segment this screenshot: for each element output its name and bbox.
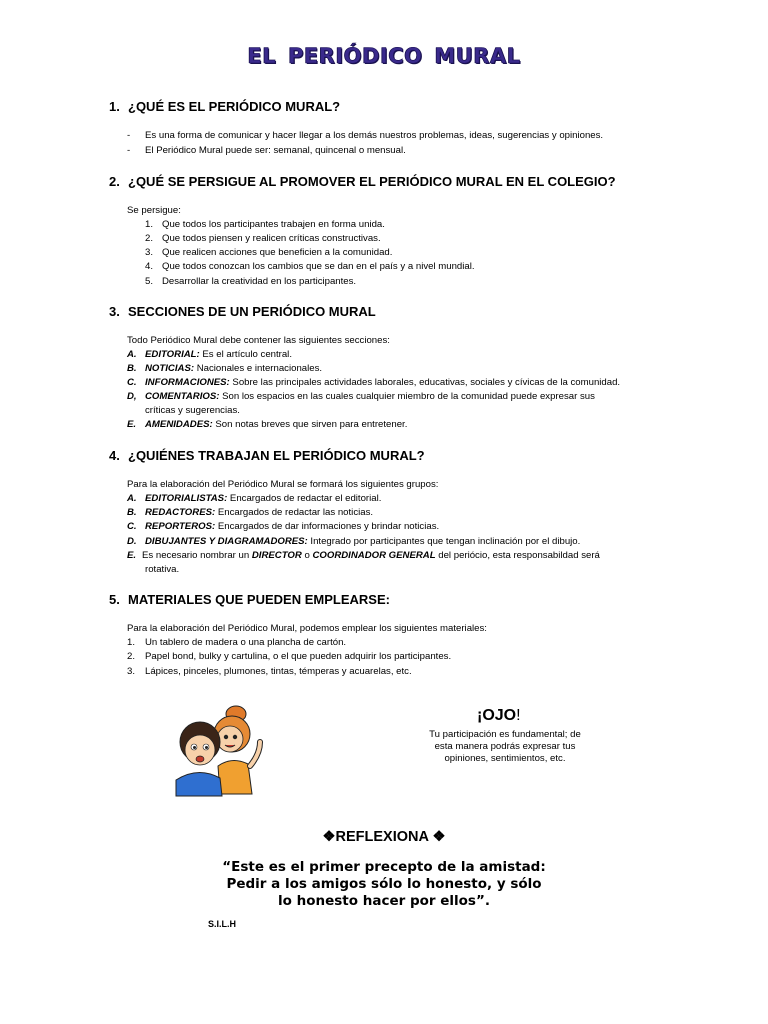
list-item [127, 390, 595, 404]
list-item [145, 246, 392, 260]
ojo-line: esta manera podrás expresar tus [434, 741, 576, 752]
item-letter: A. [127, 349, 137, 360]
list-item [145, 218, 385, 232]
list-item [127, 362, 322, 376]
list-item-text: Encargados de redactar el editorial. [227, 493, 382, 504]
section-number: 2. [109, 174, 120, 189]
list-item [127, 376, 620, 390]
list-item [145, 275, 356, 289]
list-item [127, 520, 439, 534]
list-item [127, 650, 451, 664]
item-number: 3. [127, 666, 136, 677]
item-letter: A. [127, 493, 137, 504]
item-term: AMENIDADES: [145, 419, 213, 430]
list-item-continuation: rotativa. [145, 564, 180, 575]
list-item-text: del periócio, esta responsabildad será [435, 550, 600, 561]
list-item-text: Que todos conozcan los cambios que se dan en el país y a nivel mundial. [162, 261, 475, 272]
list-item [127, 144, 406, 158]
item-term: DIRECTOR [251, 550, 302, 561]
section-number: 1. [109, 99, 120, 114]
list-item [127, 506, 373, 520]
list-item [127, 129, 603, 143]
item-term: NOTICIAS: [145, 363, 195, 374]
item-letter: D, [127, 391, 137, 402]
item-letter: E. [127, 419, 137, 430]
list-item [145, 260, 475, 274]
section-5-heading [109, 592, 390, 607]
section-title: ¿QUÉ SE PERSIGUE AL PROMOVER EL PERIÓDICO MURAL EN EL COLEGIO? [128, 174, 616, 189]
quote-line: “Este es el primer precepto de la amistad: [222, 859, 546, 875]
ojo-title [477, 707, 521, 725]
section-intro: Todo Periódico Mural debe contener las siguientes secciones: [127, 335, 390, 346]
item-term: REDACTORES: [145, 507, 216, 518]
list-item-text: Que todos piensen y realicen críticas constructivas. [162, 233, 381, 244]
list-item-text: Lápices, pinceles, plumones, tintas, témperas y acuarelas, etc. [145, 666, 412, 677]
item-term: DIBUJANTES Y DIAGRAMADORES: [145, 536, 308, 547]
list-item [127, 636, 346, 650]
reflexiona-title: ❖REFLEXIONA ❖ [322, 829, 446, 845]
list-item-text: o [301, 550, 313, 561]
item-term: EDITORIAL: [145, 349, 200, 360]
list-item-text: Son los espacios en las cuales cualquier miembro de la comunidad puede expresar sus [219, 391, 595, 402]
list-item-text: Integrado por participantes que tengan inclinación por el dibujo. [307, 536, 581, 547]
item-number: 2. [127, 651, 136, 662]
item-term: COORDINADOR GENERAL [312, 550, 436, 561]
list-item-text: Desarrollar la creatividad en los participantes. [162, 276, 357, 287]
ojo-line: Tu participación es fundamental; de [429, 729, 581, 740]
item-number: 1. [145, 219, 154, 230]
section-intro: Se persigue: [127, 205, 181, 216]
list-item [127, 418, 407, 432]
bullet-marker: - [127, 145, 131, 156]
ojo-line: opiniones, sentimientos, etc. [444, 753, 566, 764]
ojo-title-end: ! [516, 707, 521, 724]
item-number: 1. [127, 637, 136, 648]
list-item-text: Encargados de redactar las noticias. [215, 507, 374, 518]
list-item [127, 665, 412, 679]
section-title: SECCIONES DE UN PERIÓDICO MURAL [128, 304, 376, 319]
list-item [127, 492, 381, 506]
list-item [127, 348, 292, 362]
list-item [127, 549, 600, 563]
list-item-text: Que todos los participantes trabajen en forma unida. [162, 219, 385, 230]
list-item-text: Sobre las principales actividades laborales, educativas, sociales y cívicas de la comunidad. [229, 377, 621, 388]
item-term: REPORTEROS: [145, 521, 216, 532]
item-letter: B. [127, 363, 137, 374]
reflexiona-quote [0, 859, 768, 910]
ojo-text [410, 729, 600, 765]
section-title: MATERIALES QUE PUEDEN EMPLEARSE: [128, 592, 390, 607]
signature: S.I.L.H [208, 919, 237, 929]
list-item-text: Papel bond, bulky y cartulina, o el que pueden adquirir los participantes. [145, 651, 452, 662]
section-title: ¿QUÉ ES EL PERIÓDICO MURAL? [128, 99, 341, 114]
item-letter: C. [127, 521, 137, 532]
section-intro: Para la elaboración del Periódico Mural se formará los siguientes grupos: [127, 479, 439, 490]
section-number: 5. [109, 592, 120, 607]
list-item-text: Son notas breves que sirven para entretener. [212, 419, 408, 430]
list-item [127, 535, 580, 549]
item-number: 3. [145, 247, 154, 258]
list-item-text: Encargados de dar informaciones y brindar noticias. [215, 521, 440, 532]
list-item [145, 232, 381, 246]
ojo-title-main: ¡OJO [477, 707, 517, 724]
list-item-continuation: críticas y sugerencias. [145, 405, 240, 416]
item-term: COMENTARIOS: [145, 391, 220, 402]
item-term: EDITORIALISTAS: [145, 493, 228, 504]
section-intro: Para la elaboración del Periódico Mural, podemos emplear los siguientes materiales: [127, 623, 487, 634]
section-title: ¿QUIÉNES TRABAJAN EL PERIÓDICO MURAL? [128, 448, 425, 463]
section-2-heading [109, 174, 616, 189]
children-illustration [170, 694, 270, 798]
item-letter: C. [127, 377, 137, 388]
item-number: 5. [145, 276, 154, 287]
quote-line: Pedir a los amigos sólo lo honesto, y sólo [226, 876, 542, 892]
list-item-text: Un tablero de madera o una plancha de cartón. [145, 637, 347, 648]
list-item-text: El Periódico Mural puede ser: semanal, quincenal o mensual. [145, 145, 406, 156]
list-item-text: Es necesario nombrar un [142, 550, 252, 561]
item-letter: D. [127, 536, 137, 547]
item-letter: B. [127, 507, 137, 518]
item-term: INFORMACIONES: [145, 377, 230, 388]
item-number: 4. [145, 261, 154, 272]
page-title: EL PERIÓDICO MURAL [247, 44, 521, 68]
section-1-heading [109, 99, 340, 114]
list-item-text: Nacionales e internacionales. [194, 363, 323, 374]
section-3-heading [109, 304, 376, 319]
quote-line: lo honesto hacer por ellos”. [278, 893, 490, 909]
item-number: 2. [145, 233, 154, 244]
item-letter: E. [127, 550, 137, 561]
list-item-text: Es el artículo central. [199, 349, 292, 360]
list-item-text: Es una forma de comunicar y hacer llegar a los demás nuestros problemas, ideas, sugerencias y opiniones. [145, 130, 604, 141]
section-number: 3. [109, 304, 120, 319]
section-number: 4. [109, 448, 120, 463]
section-4-heading [109, 448, 425, 463]
list-item-text: Que realicen acciones que beneficien a la comunidad. [162, 247, 393, 258]
bullet-marker: - [127, 130, 131, 141]
